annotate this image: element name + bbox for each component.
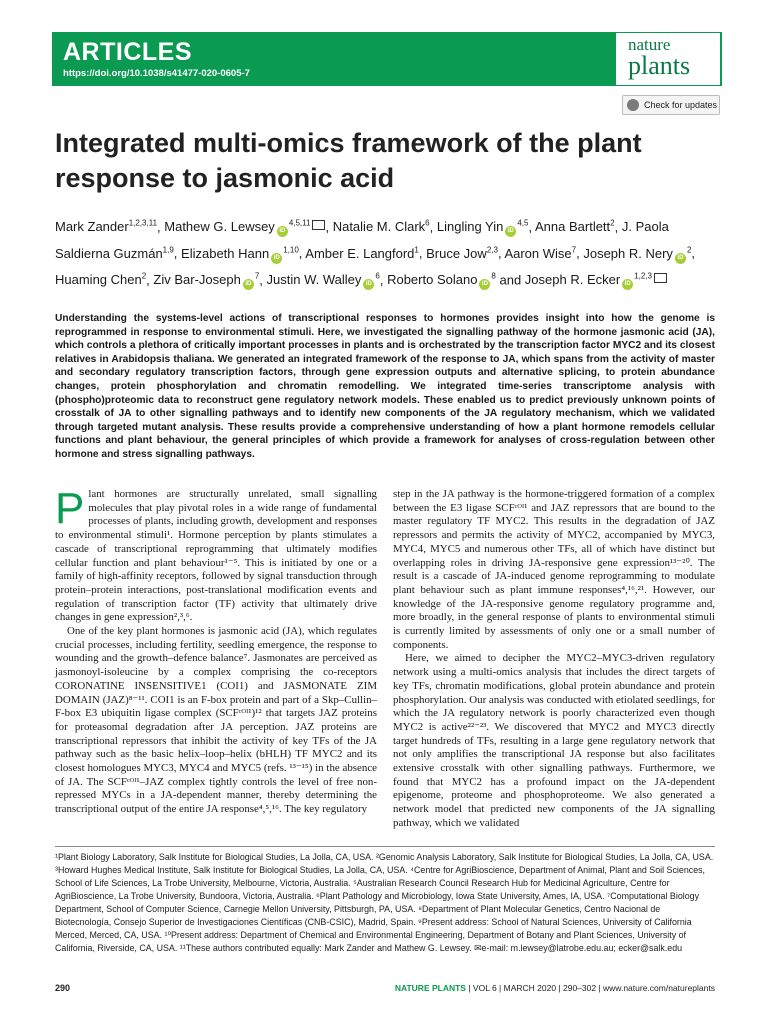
orcid-icon[interactable]: iD [675,253,686,264]
author-affiliation-marker: 1,2,3,11 [128,219,158,228]
body-column-2 [393,488,715,831]
check-updates-button[interactable] [622,95,720,115]
author[interactable] [333,219,430,234]
author-separator: , [429,219,437,235]
author-name: Roberto Solano [387,271,478,287]
affiliations: ¹Plant Biology Laboratory, Salk Institute for Biological Studies, La Jolla, CA, USA. ²Genomic Analysis Laboratory, Salk Institute for Biological Studies, La Jolla, CA, USA. ³Howard Hughes Medical Institute, Salk Institute for Biological Studies, La Jolla, CA, USA. ⁴Centre for AgriBioscience, Department of Animal, Plant and Soil Sciences, School of Life Sciences, La Trobe University, Melbourne, Victoria, Australia. ⁵Australian Research Council Research Hub for Medicinal Agriculture, Centre for AgriBioscience, La Trobe University, Bundoora, Victoria, Australia. ⁶Plant Pathology and Microbiology, Iowa State University, Ames, IA, USA. ⁷Computational Biology Department, School of Computer Science, Carnegie Mellon University, Pittsburgh, PA, USA. ⁸Department of Plant Molecular Genetics, Centro Nacional de Biotecnología, Consejo Superior de Investigaciones Científicas (CNB-CSIC), Madrid, Spain. ⁹Present address: School of Natural Sciences, University of California Merced, Merced, CA, USA. ¹⁰Present address: Department of Chemical and Environmental Engineering, Department of Botany and Plant Sciences, University of California, Riverside, CA, USA. ¹¹These authors contributed equally: Mark Zander and Mathew G. Lewsey. ✉e-mail: m.lewsey@latrobe.edu.au; ecker@salk.edu [55,852,714,953]
author[interactable] [153,272,259,287]
author-separator: , [528,219,535,235]
paragraph: Here, we aimed to decipher the MYC2–MYC3-driven regulatory network using a multi-omics analysis that includes the direct targets of key TFs, chromatin modifications, global protein abundance and protein phosphorylation. Our analysis was conducted with etiolated seedlings, for which the JA regulatory network is poorly characterized even though MYC2 is active²²⁻²³. We discovered that MYC2 and MYC3 directly target hundreds of TFs, resulting in a large gene regulatory network that not only amplifies the transcriptional JA response but also facilitates extensive crosstalk with other signalling pathways. Furthermore, we found that MYC2 has a profound impact on the JA-dependent epigenome, proteome and phosphoproteome. We also generated a network model that predicted new components of the JA signalling pathway, which we validated [393,652,715,829]
journal-name: NATURE PLANTS [394,983,466,993]
author-affiliation-marker: 2 [610,219,615,228]
author[interactable] [55,272,146,287]
email-icon[interactable] [654,273,667,283]
author-separator: , [497,245,505,261]
author-separator: , [146,271,154,287]
author-separator: , [298,245,306,261]
orcid-icon[interactable]: iD [479,279,490,290]
author-affiliation-marker: 4,5,11 [288,219,311,228]
author[interactable] [164,219,325,234]
author-name: Anna Bartlett [535,219,611,235]
author[interactable] [437,219,529,234]
page-number: 290 [55,983,71,993]
author-name: Joseph R. Ecker [524,271,621,287]
author-separator: , [576,245,584,261]
author-separator: and [495,271,525,287]
author-separator: , [325,219,333,235]
author-separator: , [379,271,388,287]
author-affiliation-marker: 1,10 [283,245,299,255]
author-affiliation-marker: 1 [414,245,419,255]
email-icon[interactable] [312,220,325,230]
author-name: Mark Zander [55,219,129,235]
author-name: Mathew G. Lewsey [164,219,275,235]
author-name: Justin W. Walley [266,271,362,287]
orcid-icon[interactable]: iD [277,226,288,237]
author-name: Natalie M. Clark [332,219,426,235]
orcid-icon[interactable]: iD [363,279,374,290]
doi-link[interactable]: https://doi.org/10.1038/s41477-020-0605-7 [63,68,250,79]
author-affiliation-marker: 2 [686,245,692,255]
author-separator: , [614,219,622,235]
orcid-icon[interactable]: iD [505,226,516,237]
abstract: Understanding the systems-level actions of transcriptional responses to hormones provides insight into how the genome is reprogrammed in response to environmental stimuli. Here, we investigated the signalling pathway of the hormone jasmonic acid (JA), which controls a plethora of critically important processes in plants and is orchestrated by the transcription factor MYC2 and its closest relatives in Arabidopsis thaliana. We generated an integrated framework of the response to JA, which spans from the activity of master and secondary regulatory transcription factors, through gene expression outputs and alternative splicing, to protein abundance changes, protein phosphorylation and chromatin remodelling. We integrated time-series transcriptome analysis with (phospho)proteomic data to reconstruct gene regulatory network models. These enabled us to predict previously unknown points of crosstalk of JA to other signalling pathways and to identify new components of the JA regulatory mechanism, which we validated through targeted mutant analysis. These results provide a comprehensive understanding of how a plant hormone remodels cellular functions and plant behaviour, the general principles of which provide a framework for analyses of cross-regulation between other hormone and stress signalling pathways. [55,313,715,460]
author-name: Elizabeth Hann [181,245,270,261]
author-name: Joseph R. Nery [583,245,673,261]
article-type: ARTICLES [63,38,192,66]
check-updates-label: Check for updates [644,100,718,110]
author-affiliation-marker: 8 [491,271,496,281]
author[interactable] [181,246,299,261]
author[interactable] [525,272,667,287]
author-name: Lingling Yin [436,219,504,235]
author-list [55,212,715,291]
orcid-icon[interactable]: iD [622,279,633,290]
paragraph: step in the JA pathway is the hormone-triggered formation of a complex between the E3 ligase SCFᶜᴼᴵ¹ and JAZ repressors that are bound to the master regulatory TF MYC2. This results in the degradation of JAZ repressors and permits the activity of MYC2, accompanied by MYC3, MYC4, MYC5 and numerous other TFs, all of which have distinct but overlapping roles in driving JA-responsive gene expression¹³⁻²⁰. The result is a cascade of JA-induced genome reprogramming to modulate plant behaviour such as plant immune responses⁴,¹⁶,²¹. However, our knowledge of the JA-responsive genome regulatory programme and, more broadly, in the general response of plants to environmental stimuli is currently limited by assessments of only one or a small number of components. [393,488,715,651]
paragraph [55,484,377,625]
author-affiliation-marker: 4,5 [517,219,529,228]
author-separator: , [157,219,165,235]
check-updates-icon [627,99,639,111]
author-affiliation-marker: 1,9 [162,245,174,255]
footnote-divider [55,846,715,847]
author[interactable] [583,246,691,261]
author-affiliation-marker: 2,3 [486,245,498,255]
author-separator: , [173,245,182,261]
author-separator: , [691,245,696,261]
author[interactable] [305,246,419,261]
author[interactable] [267,272,380,287]
author-separator: , [259,271,267,287]
author[interactable] [426,246,498,261]
author-affiliation-marker: 6 [425,219,430,228]
author-name: Ziv Bar-Joseph [153,271,241,287]
author[interactable] [387,272,496,287]
author-name: Huaming Chen [55,271,142,287]
journal-logo-line2: plants [628,51,691,80]
author-affiliation-marker: 1,2,3 [634,271,652,281]
author[interactable] [535,219,615,234]
author-name: J. Paola Saldierna Guzmán [55,219,669,261]
author-affiliation-marker: 7 [571,245,577,255]
author-affiliation-marker: 6 [375,271,380,281]
article-title: Integrated multi-omics framework of the plant response to jasmonic acid [55,128,642,193]
author-separator: , [418,245,427,261]
journal-logo-line1: nature [628,35,671,54]
paragraph: One of the key plant hormones is jasmonic acid (JA), which regulates crucial processes, including fertility, seedling emergence, the response to wounding and the growth–defence balance⁷. Jasmonates are perceived as jasmonoyl-isoleucine by a complex comprising the co-receptors CORONATINE INSENSITIVE1 (COI1) and JASMONATE ZIM DOMAIN (JAZ)⁸⁻¹¹. COI1 is an F-box protein and part of a Skp–Cullin–F-box E3 ubiquitin ligase complex (SCFᶜᴼᴵ¹)¹² that targets JAZ proteins for proteasomal degradation after JA perception. JAZ proteins are transcriptional repressors that inhibit the activity of key TFs of the JA pathway such as the basic helix–loop–helix (bHLH) TF MYC2 and its closest homologues MYC3, MYC4 and MYC5 (refs. ¹³⁻¹⁵) in the absence of JA. The SCFᶜᴼᴵ¹–JAZ complex tightly controls the level of free non-repressed MYCs in a JA-dependent manner, thereby determining the transcriptional output of the entire JA response⁴,⁵,¹⁶. The key regulatory [55,625,377,816]
citation-details[interactable]: | VOL 6 | MARCH 2020 | 290–302 | www.nature.com/natureplants [465,983,715,993]
author-affiliation-marker: 2 [141,271,147,281]
journal-citation [395,983,715,993]
author[interactable] [504,246,576,261]
drop-cap: P [55,484,85,533]
body-column-1 [55,484,377,817]
author-affiliation-marker: 7 [254,271,260,281]
journal-logo [616,33,720,85]
paragraph-text: lant hormones are structurally unrelated, small signalling molecules that play pivotal roles in a wide range of fundamental processes of plants, including growth, development and responses to environmental stimuli¹. Hormone perception by plants stimulates a cascade of transcriptional reprogramming that ultimately modifies cellular function and plant behaviour¹⁻⁵. This is initiated by one or a family of high-affinity receptors, followed by signal transduction through protein–protein interactions, post-translational modification events and regulation of transcription factor (TF) activity that ultimately drive changes in gene expression²,³,⁶. [55,488,377,624]
orcid-icon[interactable]: iD [243,279,254,290]
author-name: Aaron Wise [504,245,572,261]
author-name: Amber E. Langford [305,245,415,261]
orcid-icon[interactable]: iD [271,253,282,264]
author[interactable] [55,219,157,234]
author-name: Bruce Jow [426,245,487,261]
